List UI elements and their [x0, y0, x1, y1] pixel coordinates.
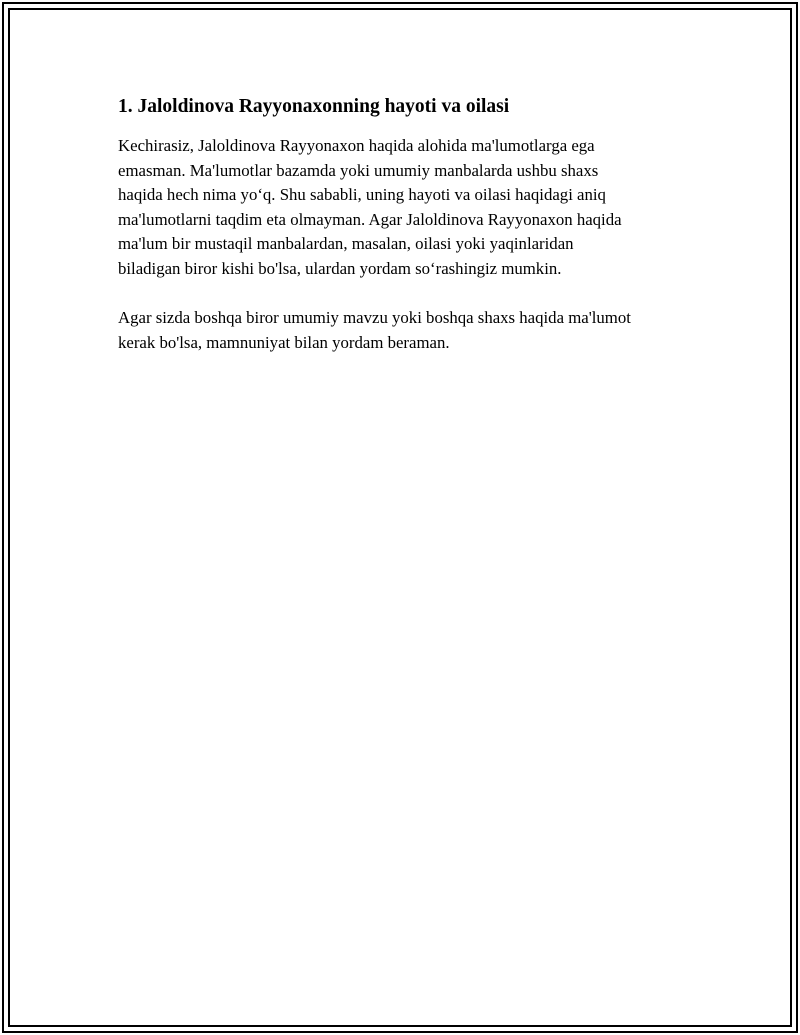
paragraph-line: Agar sizda boshqa biror umumiy mavzu yoki boshqa shaxs haqida ma'lumot	[118, 308, 631, 328]
section-heading: 1. Jaloldinova Rayyonaxonning hayoti va oilasi	[118, 96, 510, 117]
paragraph-line: kerak bo'lsa, mamnuniyat bilan yordam beraman.	[118, 332, 450, 352]
paragraph-line: biladigan biror kishi bo'lsa, ulardan yordam so‘rashingiz mumkin.	[118, 258, 562, 278]
paragraph-spacer	[118, 282, 688, 307]
paragraph-line: emasman. Ma'lumotlar bazamda yoki umumiy manbalarda ushbu shaxs	[118, 160, 599, 180]
paragraph-line: haqida hech nima yo‘q. Shu sababli, uning hayoti va oilasi haqidagi aniq	[118, 185, 606, 205]
paragraph-line: ma'lum bir mustaqil manbalardan, masalan, oilasi yoki yaqinlaridan	[118, 234, 574, 254]
paragraph-1	[118, 134, 688, 282]
document-body	[118, 94, 688, 355]
paragraph-line: Kechirasiz, Jaloldinova Rayyonaxon haqida alohida ma'lumotlarga ega	[118, 136, 595, 155]
paragraph-line: ma'lumotlarni taqdim eta olmayman. Agar Jaloldinova Rayyonaxon haqida	[118, 209, 622, 229]
paragraph-2	[118, 306, 688, 355]
